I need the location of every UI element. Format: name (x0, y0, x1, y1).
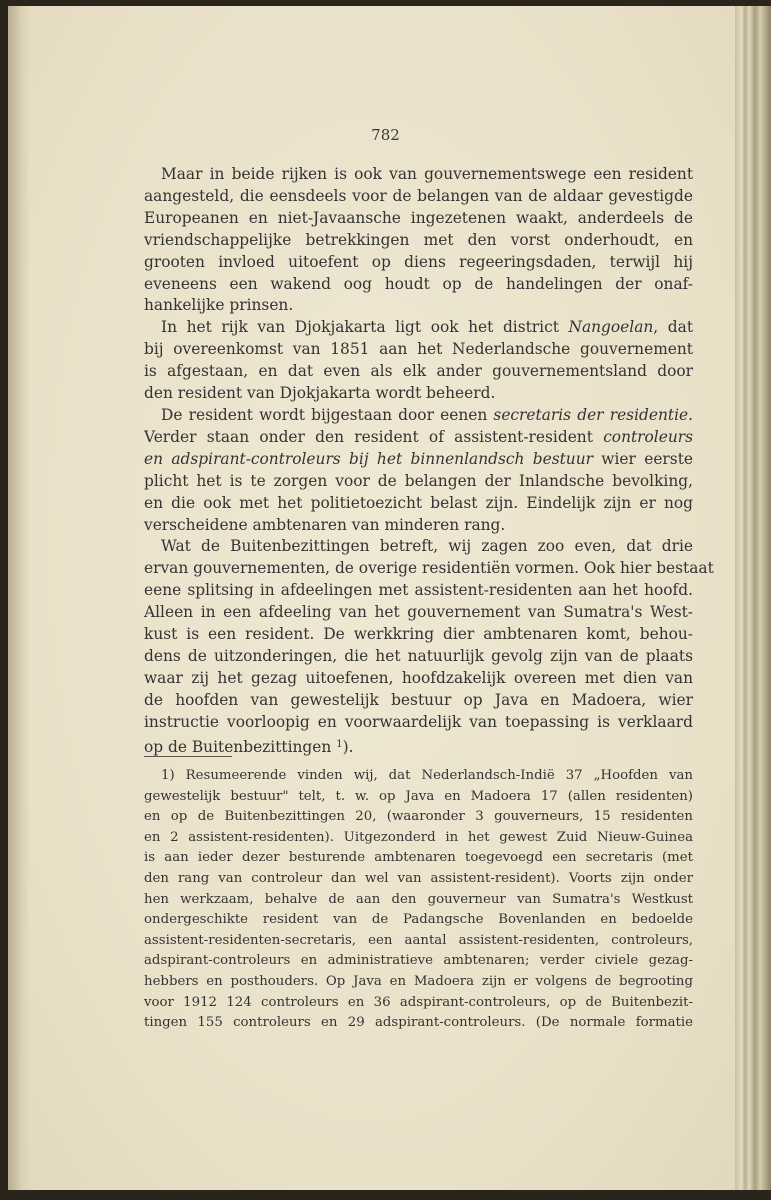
text-line: vriendschappelijke betrekkingen met den vorst onderhoudt, en (144, 230, 693, 249)
text-line: den resident van Djokjakarta wordt beheerd. (144, 384, 496, 403)
footnote-line: den rang van controleur dan wel van assistent-resident). Voorts zijn onder (144, 870, 693, 886)
footnote-line: en 2 assistent-residenten). Uitgezonderd in het gewest Zuid Nieuw-Guinea (144, 829, 693, 845)
page-number: 782 (371, 126, 400, 144)
page-gutter (8, 6, 30, 1190)
text-line (144, 317, 693, 339)
text-line: Europeanen en niet-Javaansche ingezetenen waakt, anderdeels de (144, 208, 693, 227)
italic-term: controleurs (603, 427, 693, 446)
text-line: ervan gouvernementen, de overige residentiën vormen. Ook hier bestaat (144, 559, 714, 578)
italic-term: secretaris der residentie. (493, 405, 693, 424)
text-line: en die ook met het politietoezicht belast zijn. Eindelijk zijn er nog (144, 493, 693, 512)
text-run: wier eerste (592, 449, 693, 468)
text-line (144, 734, 693, 759)
text-run: Verder staan onder den resident of assistent-resident (144, 427, 604, 446)
footnote-rule (144, 756, 232, 757)
text-line: Maar in beide rijken is ook van gouvernementswege een resident (161, 165, 693, 183)
text-line: eveneens een wakend oog houdt op de handelingen der onaf- (144, 274, 693, 293)
footnote-line: hebbers en posthouders. Op Java en Madoera zijn er volgens de begrooting (144, 973, 693, 989)
text-line: eene splitsing in afdeelingen met assistent-residenten aan het hoofd. (144, 581, 693, 600)
footnote-line: gewestelijk bestuur" telt, t. w. op Java en Madoera 17 (allen residenten) (144, 788, 693, 804)
footnote-line: tingen 155 controleurs en 29 adspirant-controleurs. (De normale formatie (144, 1015, 693, 1031)
paragraph (144, 164, 693, 317)
footnote-line: ondergeschikte resident van de Padangsche Bovenlanden en bedoelde (144, 912, 693, 928)
footnote-line: voor 1912 124 controleurs en 36 adspirant-controleurs, op de Buitenbezit- (144, 994, 693, 1010)
text-line: instructie voorloopig en voorwaardelijk van toepassing is verklaard (144, 712, 693, 731)
text-line: bij overeenkomst van 1851 aan het Nederlandsche gouvernement (144, 340, 693, 359)
text-line: is afgestaan, en dat even als elk ander gouvernementsland door (144, 362, 693, 381)
footnote-line: 1) Resumeerende vinden wij, dat Nederlandsch-Indië 37 „Hoofden van (161, 768, 693, 783)
text-line (144, 405, 693, 427)
paragraph (144, 536, 714, 758)
text-line: de hoofden van gewestelijk bestuur op Java en Madoera, wier (144, 690, 693, 709)
text-run: op de Buitenbezittingen (144, 737, 337, 756)
text-line (144, 449, 693, 471)
body-text (144, 164, 714, 758)
footnotes (144, 766, 693, 1034)
footnote-line: adspirant-controleurs en administratieve ambtenaren; verder civiele gezag- (144, 953, 693, 969)
page-edges (735, 6, 771, 1190)
italic-term: Nangoelan (568, 318, 654, 337)
text-run: , dat (653, 318, 693, 337)
text-line: hankelijke prinsen. (144, 296, 294, 315)
text-line: kust is een resident. De werkkring dier ambtenaren komt, behou- (144, 625, 693, 644)
text-line: plicht het is te zorgen voor de belangen der Inlandsche bevolking, (144, 471, 693, 490)
text-line: grooten invloed uitoefent op diens regeeringsdaden, terwijl hij (144, 252, 693, 271)
paragraph (144, 405, 693, 536)
paragraph (144, 317, 693, 405)
footnote-line: assistent-residenten-secretaris, een aantal assistent-residenten, controleurs, (144, 932, 693, 948)
italic-term: en adspirant-controleurs bij het binnenlandsch bestuur (144, 449, 593, 468)
text-line (144, 427, 693, 449)
text-line: Wat de Buitenbezittingen betreft, wij zagen zoo even, dat drie (161, 537, 693, 556)
text-line: dens de uitzonderingen, die het natuurlijk gevolg zijn van de plaats (144, 646, 693, 665)
footnote-line: en op de Buitenbezittingen 20, (waaronder 3 gouverneurs, 15 residenten (144, 809, 693, 825)
text-run: In het rijk van Djokjakarta ligt ook het district (161, 318, 569, 337)
footnote-line: is aan ieder dezer besturende ambtenaren toegevoegd een secretaris (met (144, 850, 693, 866)
text-line: waar zij het gezag uitoefenen, hoofdzakelijk overeen met dien van (144, 668, 693, 687)
text-line: verscheidene ambtenaren van minderen rang. (144, 515, 506, 534)
footnote-line: hen werkzaam, behalve de aan den gouverneur van Sumatra's Westkust (144, 891, 693, 907)
footnote-ref: 1 (336, 738, 343, 750)
text-line: aangesteld, die eensdeels voor de belangen van de aldaar gevestigde (144, 186, 693, 205)
text-run: ). (342, 737, 354, 756)
text-run: De resident wordt bijgestaan door eenen (161, 405, 494, 424)
text-line: Alleen in een afdeeling van het gouvernement van Sumatra's West- (144, 603, 693, 622)
